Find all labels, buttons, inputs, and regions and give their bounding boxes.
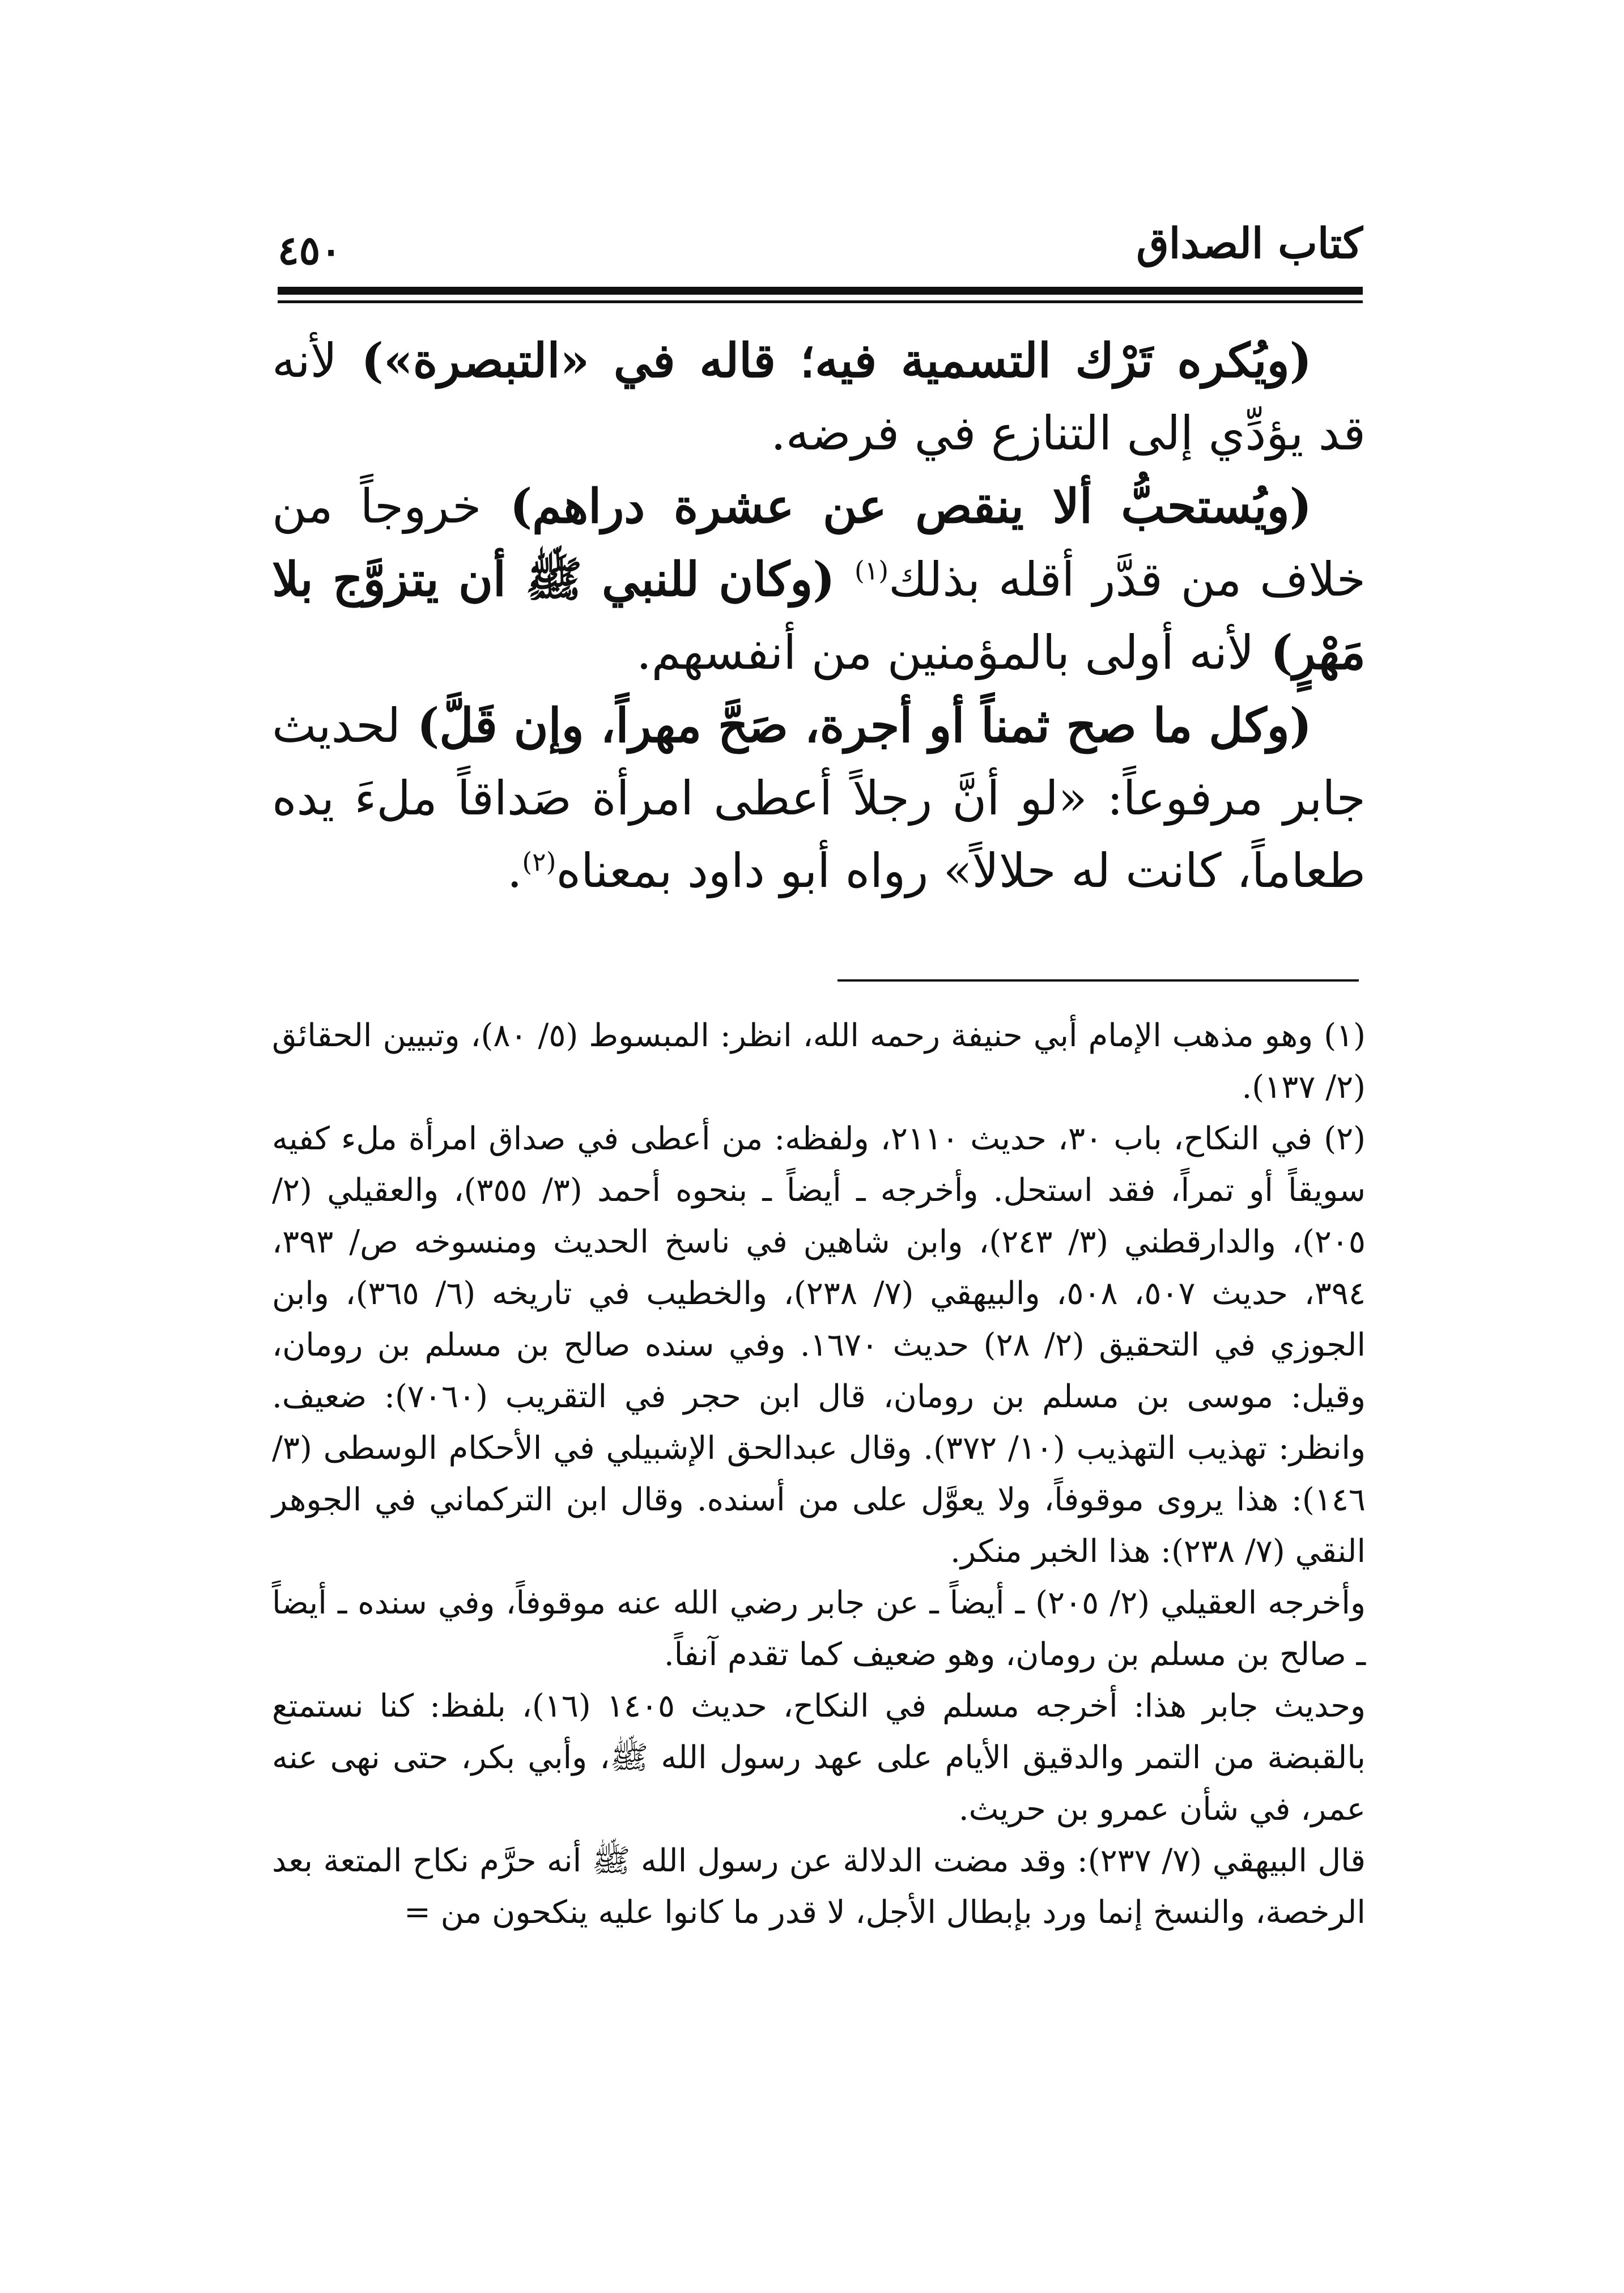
commentary-text: خروجاً من خلاف من قدَّر أقله بذلك xyxy=(272,479,1366,607)
footnote-ref-1[interactable]: (١) xyxy=(854,555,889,586)
header-rule-thick xyxy=(278,287,1363,295)
footnote-number: (١) xyxy=(1324,1017,1366,1054)
footnote-ref-2[interactable]: (٢) xyxy=(522,847,556,877)
matn-text: (ويُكره تَرْك التسمية فيه؛ قاله في «التبصرة») xyxy=(337,333,1312,388)
matn-text: (وكان للنبي ﷺ أن يتزوَّج بلا مَهْرٍ) xyxy=(272,551,1366,680)
main-paragraph-2 xyxy=(272,470,1366,689)
commentary-text: . xyxy=(507,843,522,898)
page-number: ٤٥٠ xyxy=(278,227,342,274)
main-text xyxy=(272,324,1366,907)
footnote-text: وحديث جابر هذا: أخرجه مسلم في النكاح، حديث ١٤٠٥ (١٦)، بلفظ: كنا نستمتع بالقبضة من التمر والدقيق الأيام على عهد رسول الله ﷺ، وأبي بكر، حتى نهى عنه عمر، في شأن عمرو بن حريث. xyxy=(272,1688,1366,1828)
main-paragraph-1 xyxy=(272,324,1366,470)
footnote-text: قال البيهقي (٧/ ٢٣٧): وقد مضت الدلالة عن رسول الله ﷺ أنه حرَّم نكاح المتعة بعد الرخصة، والنسخ إنما ورد بإبطال الأجل، لا قدر ما كانوا عليه ينكحون من = xyxy=(272,1842,1366,1931)
running-title: كتاب الصداق xyxy=(1136,219,1363,268)
footnote-text: وهو مذهب الإمام أبي حنيفة رحمه الله، انظر: المبسوط (٥/ ٨٠)، وتبيين الحقائق (٢/ ١٣٧). xyxy=(272,1017,1366,1106)
page-header xyxy=(278,215,1363,283)
matn-text: (وكل ما صح ثمناً أو أجرة، صَحَّ مهراً، وإن قَلَّ) xyxy=(401,698,1312,753)
matn-text: (ويُستحبُّ ألا ينقص عن عشرة دراهم) xyxy=(481,478,1312,534)
commentary-text: لأنه قد يؤدِّي إلى التنازع في فرضه. xyxy=(272,333,1366,461)
commentary-text: لحديث جابر مرفوعاً: «لو أنَّ رجلاً أعطى امرأة صَداقاً ملءَ يده طعاماً، كانت له حلالاً» رواه أبو داود بمعناه xyxy=(272,698,1366,898)
footnote-text: وأخرجه العقيلي (٢/ ٢٠٥) ـ أيضاً ـ عن جابر رضي الله عنه موقوفاً، وفي سنده ـ أيضاً ـ صالح بن مسلم بن رومان، وهو ضعيف كما تقدم آنفاً. xyxy=(272,1585,1366,1673)
footnotes xyxy=(272,1010,1366,1938)
footnote-2 xyxy=(272,1113,1366,1577)
footnote-text: في النكاح، باب ٣٠، حديث ٢١١٠، ولفظه: من أعطى في صداق امرأة ملء كفيه سويقاً أو تمراً، فقد استحل. وأخرجه ـ أيضاً ـ بنحوه أحمد (٣/ ٣٥٥)، والعقيلي (٢/ ٢٠٥)، والدارقطني (٣/ ٢٤٣)، وابن شاهين في ناسخ الحديث ومنسوخه ص/ ٣٩٣، ٣٩٤، حديث ٥٠٧، ٥٠٨، والبيهقي (٧/ ٢٣٨)، والخطيب في تاريخه (٦/ ٣٦٥)، وابن الجوزي في التحقيق (٢/ ٢٨) حديث ١٦٧٠. وفي سنده صالح بن مسلم بن رومان، وقيل: موسى بن مسلم بن رومان، قال ابن حجر في التقريب (٧٠٦٠): ضعيف. وانظر: تهذيب التهذيب (١٠/ ٣٧٢). وقال عبدالحق الإشبيلي في الأحكام الوسطى (٣/ ١٤٦): هذا يروى موقوفاً، ولا يعوَّل على من أسنده. وقال ابن التركماني في الجوهر النقي (٧/ ٢٣٨): هذا الخبر منكر. xyxy=(272,1120,1366,1570)
main-paragraph-3 xyxy=(272,689,1366,907)
footnote-1 xyxy=(272,1010,1366,1113)
footnote-2-continued-1 xyxy=(272,1577,1366,1680)
footnote-number: (٢) xyxy=(1324,1120,1366,1157)
footnote-2-continued-3 xyxy=(272,1835,1366,1938)
commentary-text: لأنه أولى بالمؤمنين من أنفسهم. xyxy=(636,625,1255,680)
header-rule-thin xyxy=(278,300,1363,303)
footnote-2-continued-2 xyxy=(272,1680,1366,1835)
footnote-separator xyxy=(837,979,1359,982)
